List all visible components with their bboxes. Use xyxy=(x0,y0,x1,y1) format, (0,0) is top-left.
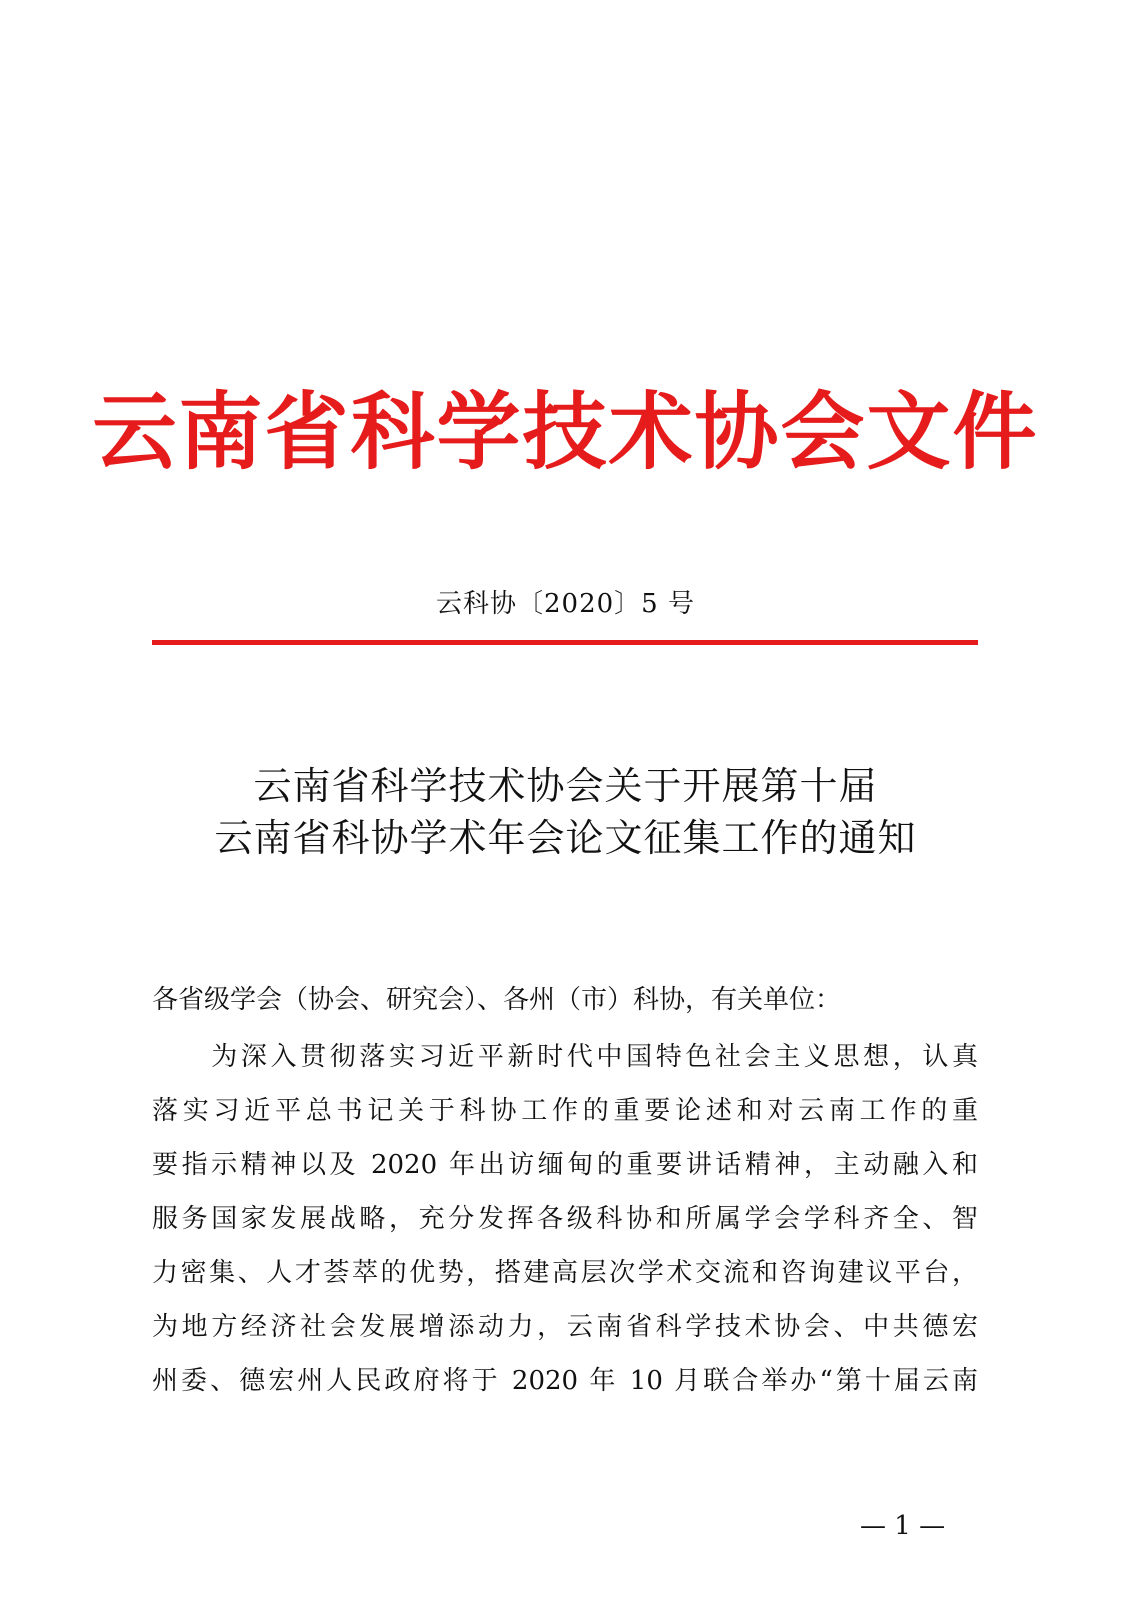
title-line: 云南省科学技术协会关于开展第十届 xyxy=(253,764,878,808)
body-line: 服务国家发展战略，充分发挥各级科协和所属学会学科齐全、智 xyxy=(152,1204,978,1234)
document-number: 云科协〔2020〕5 号 xyxy=(436,589,695,619)
page-number: — 1 — xyxy=(860,1511,946,1541)
document-masthead: 云南省科学技术协会文件 xyxy=(92,383,1039,481)
body-line: 州委、德宏州人民政府将于 2020 年 10 月联合举办“第十届云南 xyxy=(152,1366,978,1396)
body-line: 为深入贯彻落实习近平新时代中国特色社会主义思想，认真 xyxy=(152,1042,978,1072)
title-line: 云南省科协学术年会论文征集工作的通知 xyxy=(214,816,917,860)
body-line: 落实习近平总书记关于科协工作的重要论述和对云南工作的重 xyxy=(152,1096,978,1126)
salutation: 各省级学会（协会、研究会）、各州（市）科协，有关单位： xyxy=(152,985,842,1015)
body-line: 要指示精神以及 2020 年出访缅甸的重要讲话精神，主动融入和 xyxy=(152,1150,978,1180)
body-paragraph xyxy=(152,1030,978,1408)
red-divider-line xyxy=(152,640,978,645)
document-title xyxy=(0,760,1131,864)
body-line: 力密集、人才荟萃的优势，搭建高层次学术交流和咨询建议平台， xyxy=(152,1258,978,1288)
body-line: 为地方经济社会发展增添动力，云南省科学技术协会、中共德宏 xyxy=(152,1312,978,1342)
